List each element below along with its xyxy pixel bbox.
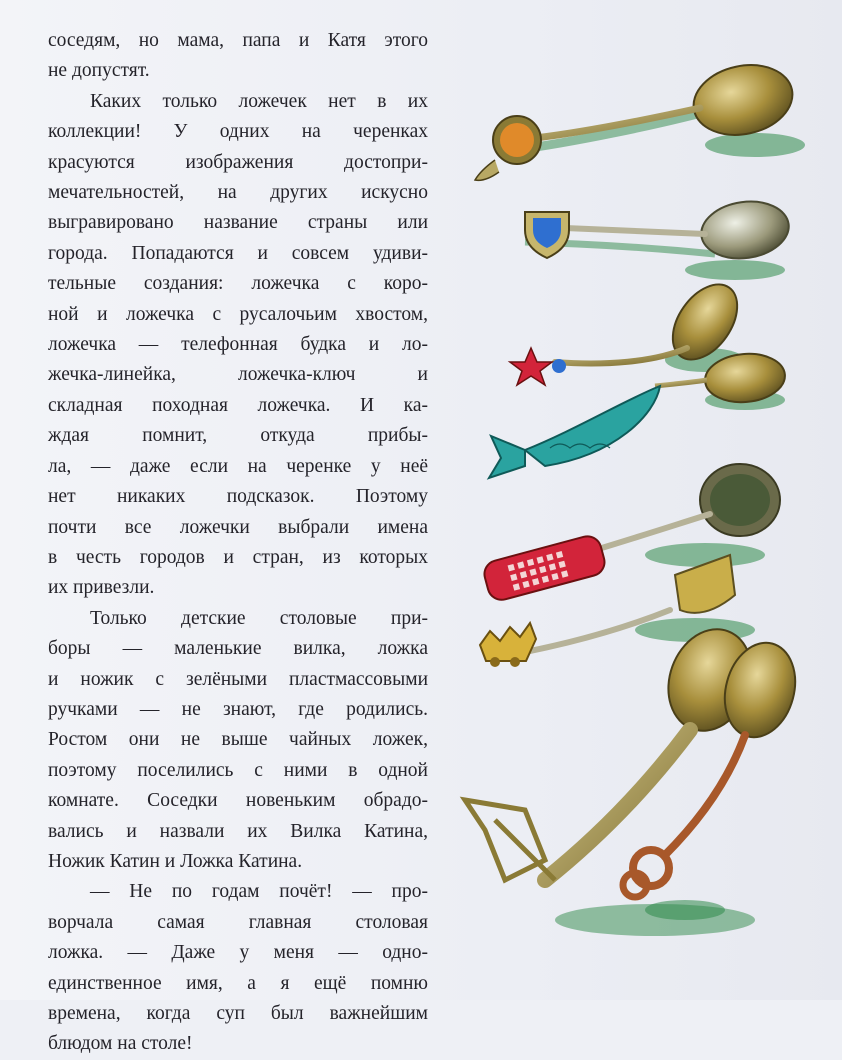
text-line: ворчала самая главная столовая bbox=[48, 911, 428, 933]
souvenir-spoon-shield bbox=[525, 196, 792, 280]
text-line: ложечка — телефонная будка и ло- bbox=[48, 334, 428, 356]
text-line: ла, — даже если на черенке у неё bbox=[48, 455, 428, 477]
text-line: Ножик Катин и Ложка Катина. bbox=[48, 850, 303, 872]
text-line: их привезли. bbox=[48, 577, 155, 599]
text-line: Только детские столовые при- bbox=[90, 607, 428, 629]
text-line: комнате. Соседки новеньким обрадо- bbox=[48, 790, 428, 812]
text-line: Ростом они не выше чайных ложек, bbox=[48, 729, 428, 751]
text-line: почти все ложечки выбрали имена bbox=[48, 516, 428, 538]
text-line: единственное имя, а я ещё помню bbox=[48, 972, 428, 994]
text-line: ложка. — Даже у меня — одно- bbox=[48, 942, 428, 964]
text-line: поэтому поселились с ними в одной bbox=[48, 759, 428, 781]
text-line: тельные создания: ложечка с коро- bbox=[48, 273, 428, 295]
text-line: и ножик с зелёными пластмассовыми bbox=[48, 668, 428, 690]
phone-booth-spoon bbox=[481, 464, 780, 603]
paragraph-2 bbox=[48, 87, 428, 604]
text-line: в честь городов и стран, из которых bbox=[48, 546, 428, 568]
paragraph-3 bbox=[48, 604, 428, 878]
text-line: жечка-линейка, ложечка-ключ и bbox=[48, 364, 428, 386]
text-line: — Не по годам почёт! — про- bbox=[90, 881, 428, 903]
text-line: ручками — не знают, где родились. bbox=[48, 698, 428, 720]
text-line: складная походная ложечка. И ка- bbox=[48, 394, 428, 416]
souvenir-spoon-medallion bbox=[475, 56, 805, 180]
text-line: времена, когда суп был важнейшим bbox=[48, 1003, 428, 1024]
text-line: красуются изображения достопри- bbox=[48, 151, 428, 173]
text-line: не допустят. bbox=[48, 60, 150, 82]
text-line: выгравировано название страны или bbox=[48, 212, 428, 234]
body-text bbox=[48, 26, 428, 1060]
text-line: блюдом на столе! bbox=[48, 1033, 193, 1055]
text-line: ждая помнит, откуда прибы- bbox=[48, 425, 428, 447]
text-line: ной и ложечка с русалочьим хвостом, bbox=[48, 303, 428, 325]
paragraph-1 bbox=[48, 26, 428, 87]
text-line: боры — маленькие вилка, ложка bbox=[48, 638, 428, 660]
text-line: Каких только ложечек нет в их bbox=[90, 90, 428, 112]
text-line: мечательностей, на других искусно bbox=[48, 182, 428, 204]
text-line: нет никаких подсказок. Поэтому bbox=[48, 486, 428, 508]
spoon-illustration bbox=[455, 30, 835, 990]
text-line: коллекции! У одних на черенках bbox=[48, 121, 428, 143]
paragraph-4 bbox=[48, 877, 428, 1059]
text-line: соседям, но мама, папа и Катя этого bbox=[48, 30, 428, 51]
text-line: города. Попадаются и совсем удиви- bbox=[48, 242, 428, 264]
text-line: вались и назвали их Вилка Катина, bbox=[48, 820, 428, 842]
folding-spoon bbox=[465, 617, 765, 936]
